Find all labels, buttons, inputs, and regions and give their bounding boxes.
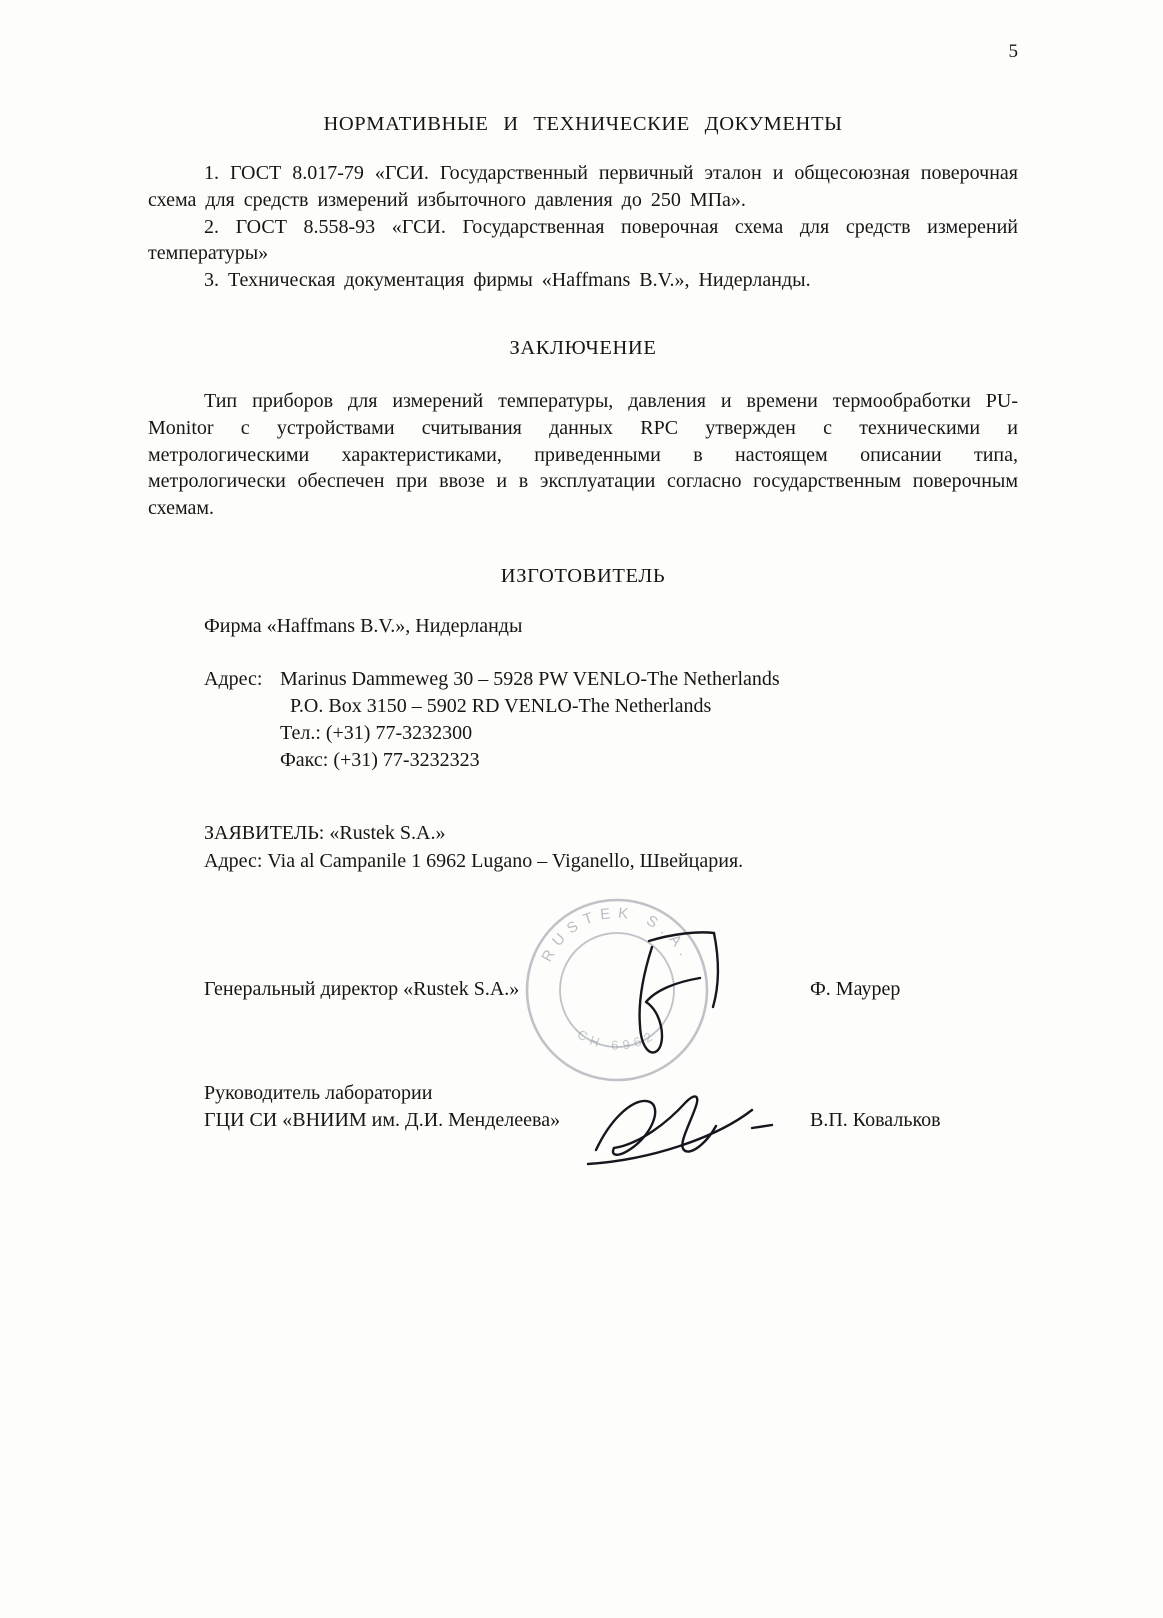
- stamp-text-bottom: СН 6962: [574, 1026, 660, 1053]
- manufacturer-address-block: [148, 666, 1018, 774]
- normative-documents-list: [148, 160, 1018, 294]
- lab-head-role-label: [204, 1082, 560, 1131]
- applicant-name-line: ЗАЯВИТЕЛЬ: «Rustek S.A.»: [204, 822, 446, 844]
- address-lines: [280, 666, 780, 774]
- lab-head-role-line-1: Руководитель лаборатории: [204, 1082, 433, 1104]
- normative-item-3: 3. Техническая документация фирмы «Haffmans B.V.», Нидерланды.: [204, 269, 811, 292]
- address-line-pobox: P.O. Box 3150 – 5902 RD VENLO-The Netherlands: [290, 695, 712, 717]
- signature-row-lab-head: [148, 1080, 1018, 1134]
- conclusion-paragraph: Тип приборов для измерений температуры, давления и времени термообработки PU-Monitor с устройствами считывания данных RPC утвержден с техническими и метрологическими характеристиками, приведенными в настоящем описании типа, метрологически обеспечен при ввозе и в эксплуатации согласно государственным поверочным схемам.: [148, 390, 1018, 520]
- applicant-address-line: Адрес: Via al Campanile 1 6962 Lugano – Viganello, Швейцария.: [204, 849, 744, 872]
- address-label: Адрес:: [204, 668, 263, 690]
- signature-row-director: [148, 976, 1018, 1003]
- address-line-phone: Тел.: (+31) 77-3232300: [280, 722, 473, 744]
- applicant-block: [148, 820, 1018, 875]
- address-line-street: Marinus Dammeweg 30 – 5928 PW VENLO-The Netherlands: [280, 668, 780, 690]
- page-number: 5: [1008, 41, 1018, 62]
- normative-item-1: 1. ГОСТ 8.017-79 «ГСИ. Государственный первичный эталон и общесоюзная поверочная схема для средств измерений избыточного давления до 250 МПа».: [148, 162, 1018, 211]
- manufacturer-title: ИЗГОТОВИТЕЛЬ: [500, 565, 666, 587]
- director-name: Ф. Маурер: [810, 978, 901, 1000]
- lab-head-role-line-2: ГЦИ СИ «ВНИИМ им. Д.И. Менделеева»: [204, 1109, 561, 1131]
- director-role-label: Генеральный директор «Rustek S.A.»: [204, 978, 520, 1000]
- address-line-fax: Факс: (+31) 77-3232323: [280, 749, 480, 771]
- stamp-text-top: RUSTEK S.A.: [538, 904, 696, 965]
- normative-documents-title: НОРМАТИВНЫЕ И ТЕХНИЧЕСКИЕ ДОКУМЕНТЫ: [323, 113, 843, 135]
- conclusion-title: ЗАКЛЮЧЕНИЕ: [509, 337, 657, 359]
- normative-item-2: 2. ГОСТ 8.558-93 «ГСИ. Государственная поверочная схема для средств измерений температуры»: [148, 215, 1018, 265]
- document-content: [148, 0, 1018, 1618]
- manufacturer-company: Фирма «Haffmans B.V.», Нидерланды: [204, 615, 523, 637]
- lab-head-name: В.П. Ковальков: [810, 1109, 941, 1131]
